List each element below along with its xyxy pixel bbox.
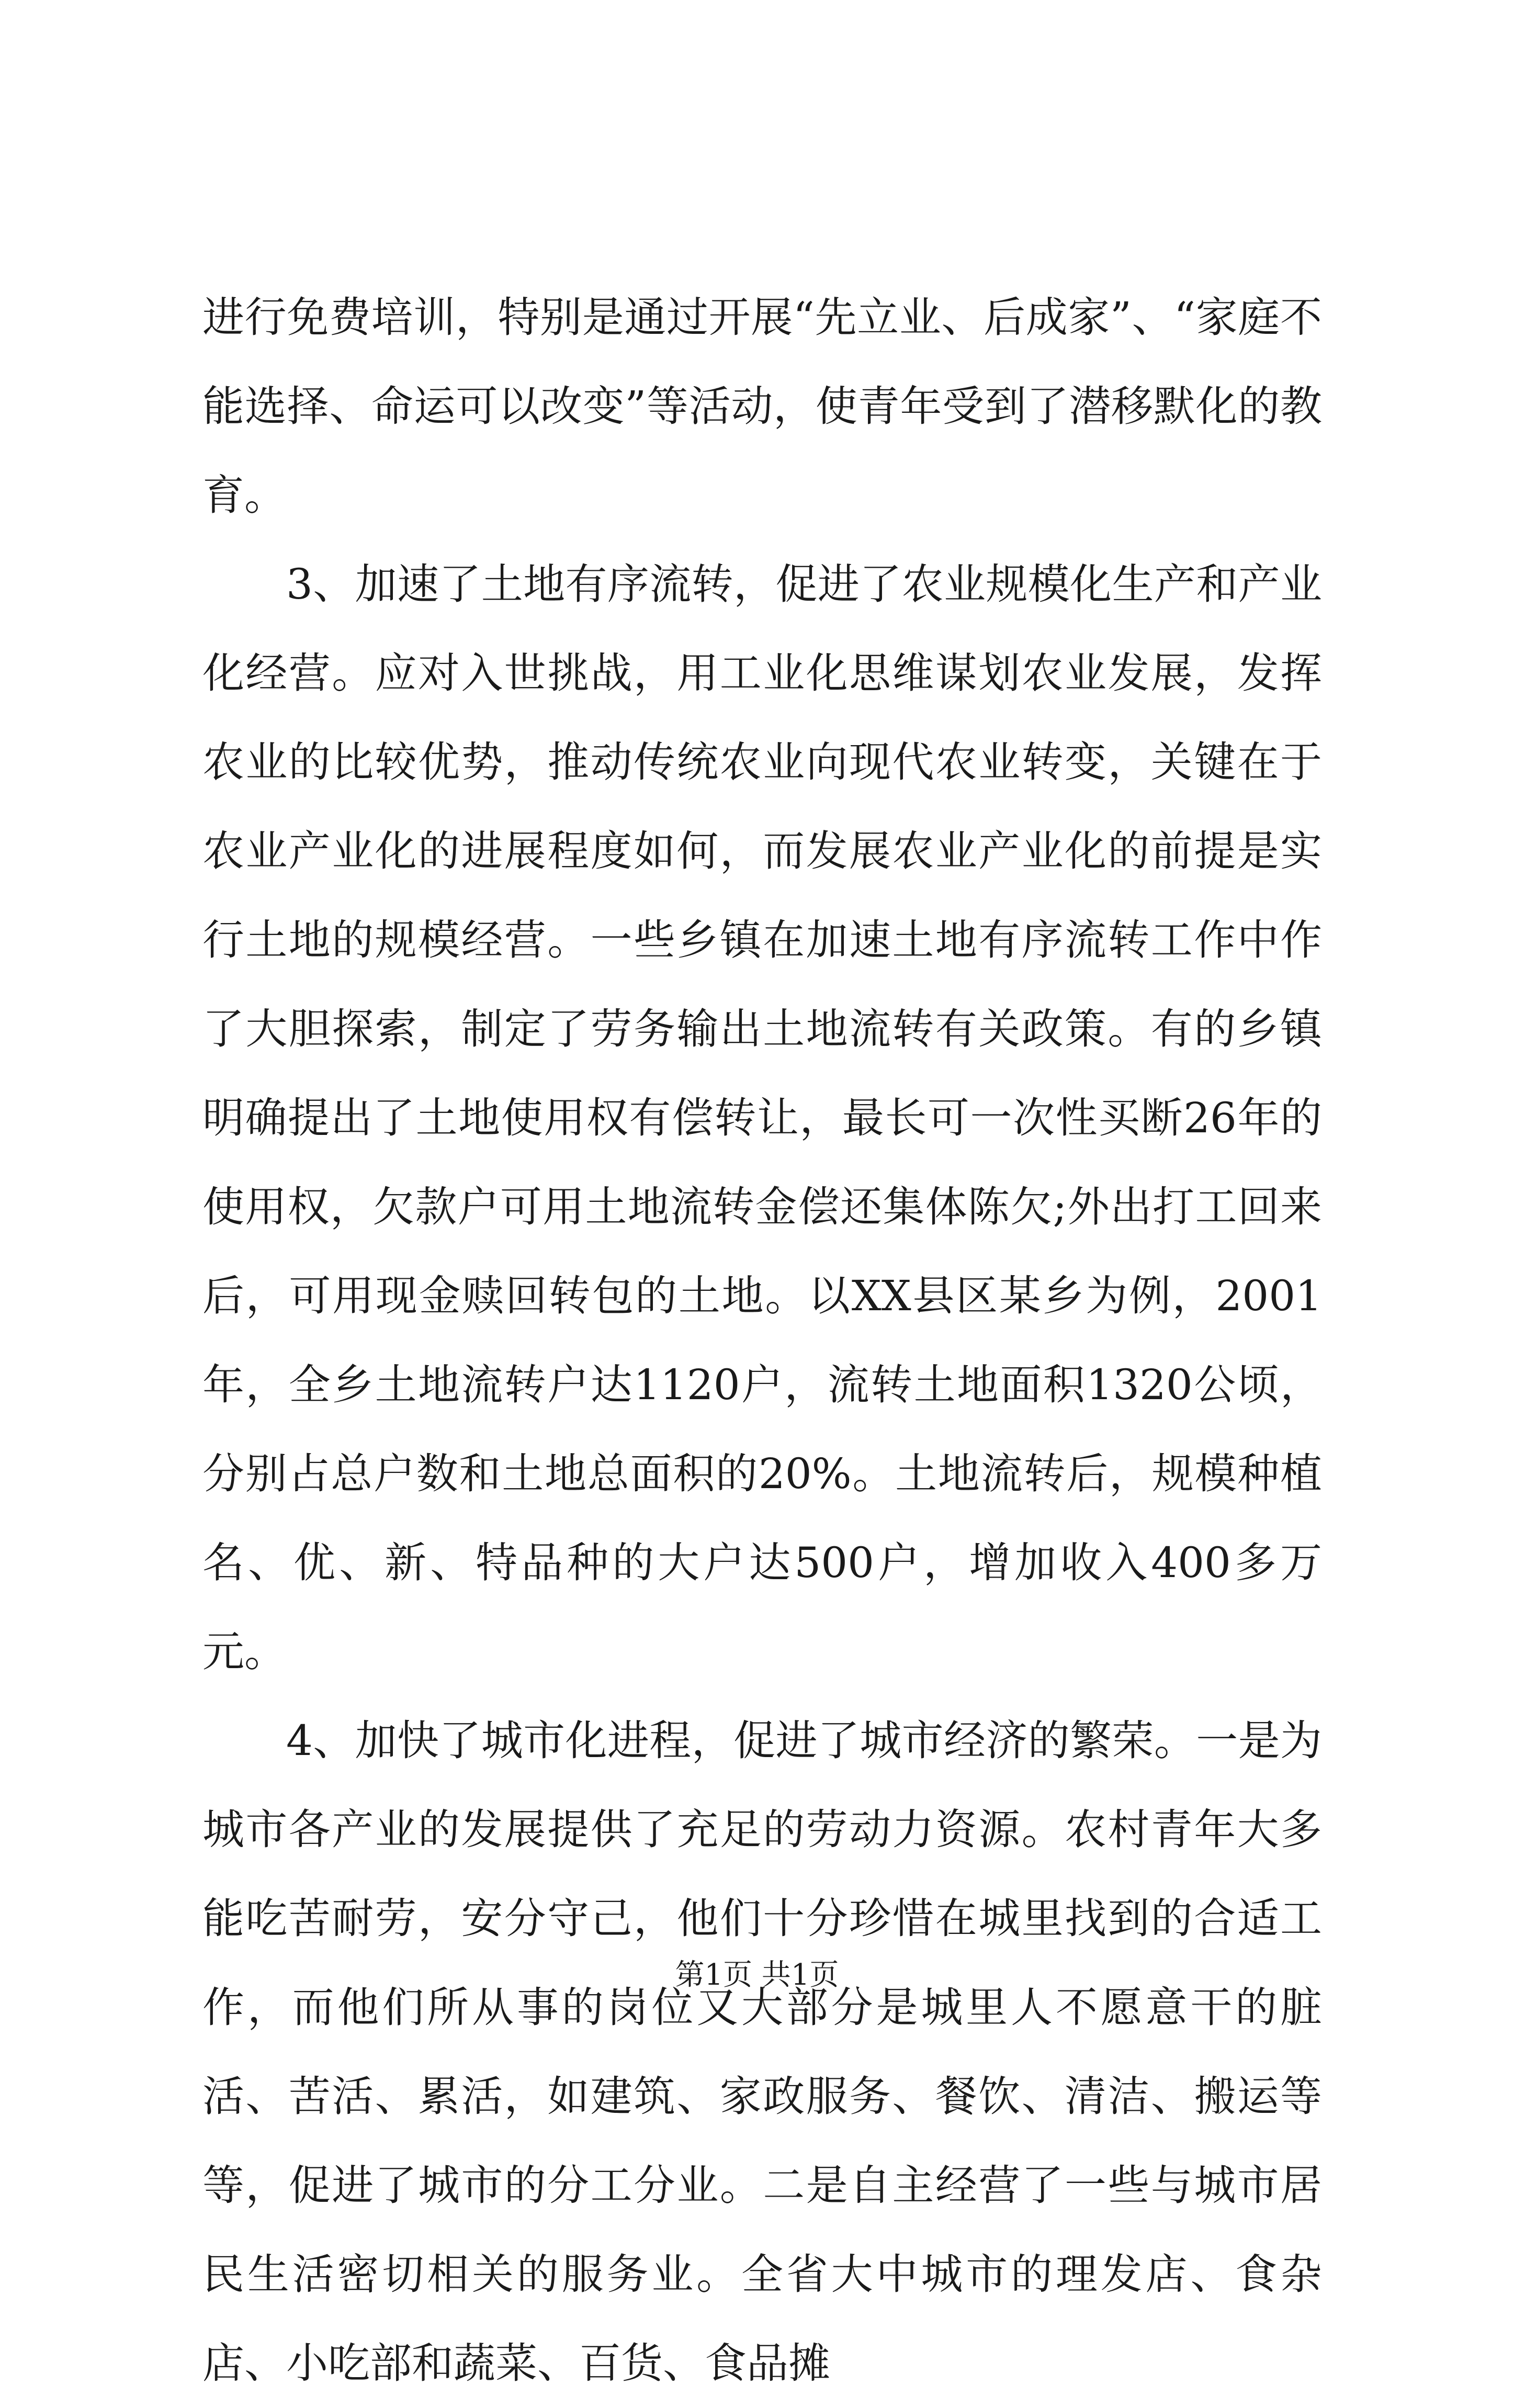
document-body xyxy=(202,273,1322,2408)
paragraph-1: 进行免费培训，特别是通过开展“先立业、后成家”、“家庭不能选择、命运可以改变”等活动，使青年受到了潜移默化的教育。 xyxy=(202,293,1322,520)
page-footer: 第1页 共1页 xyxy=(675,1958,839,1992)
paragraph-2: 3、加速了土地有序流转，促进了农业规模化生产和产业化经营。应对入世挑战，用工业化思维谋划农业发展，发挥农业的比较优势，推动传统农业向现代农业转变，关键在于农业产业化的进展程度如何，而发展农业产业化的前提是实行土地的规模经营。一些乡镇在加速土地有序流转工作中作了大胆探索，制定了劳务输出土地流转有关政策。有的乡镇明确提出了土地使用权有偿转让，最长可一次性买断26年的使用权，欠款户可用土地流转金偿还集体陈欠;外出打工回来后，可用现金赎回转包的土地。以XX县区某乡为例，2001年，全乡土地流转户达1120户，流转土地面积1320公顷，分别占总户数和土地总面积的20%。土地流转后，规模种植名、优、新、特品种的大户达500户，增加收入400多万元。 xyxy=(202,560,1322,1676)
paragraph-3: 4、加快了城市化进程，促进了城市经济的繁荣。一是为城市各产业的发展提供了充足的劳动力资源。农村青年大多能吃苦耐劳，安分守己，他们十分珍惜在城里找到的合适工作，而他们所从事的岗位又大部分是城里人不愿意干的脏活、苦活、累活，如建筑、家政服务、餐饮、清洁、搬运等等，促进了城市的分工分业。二是自主经营了一些与城市居民生活密切相关的服务业。全省大中城市的理发店、食杂店、小吃部和蔬菜、百货、食品摊 xyxy=(202,1716,1322,2388)
